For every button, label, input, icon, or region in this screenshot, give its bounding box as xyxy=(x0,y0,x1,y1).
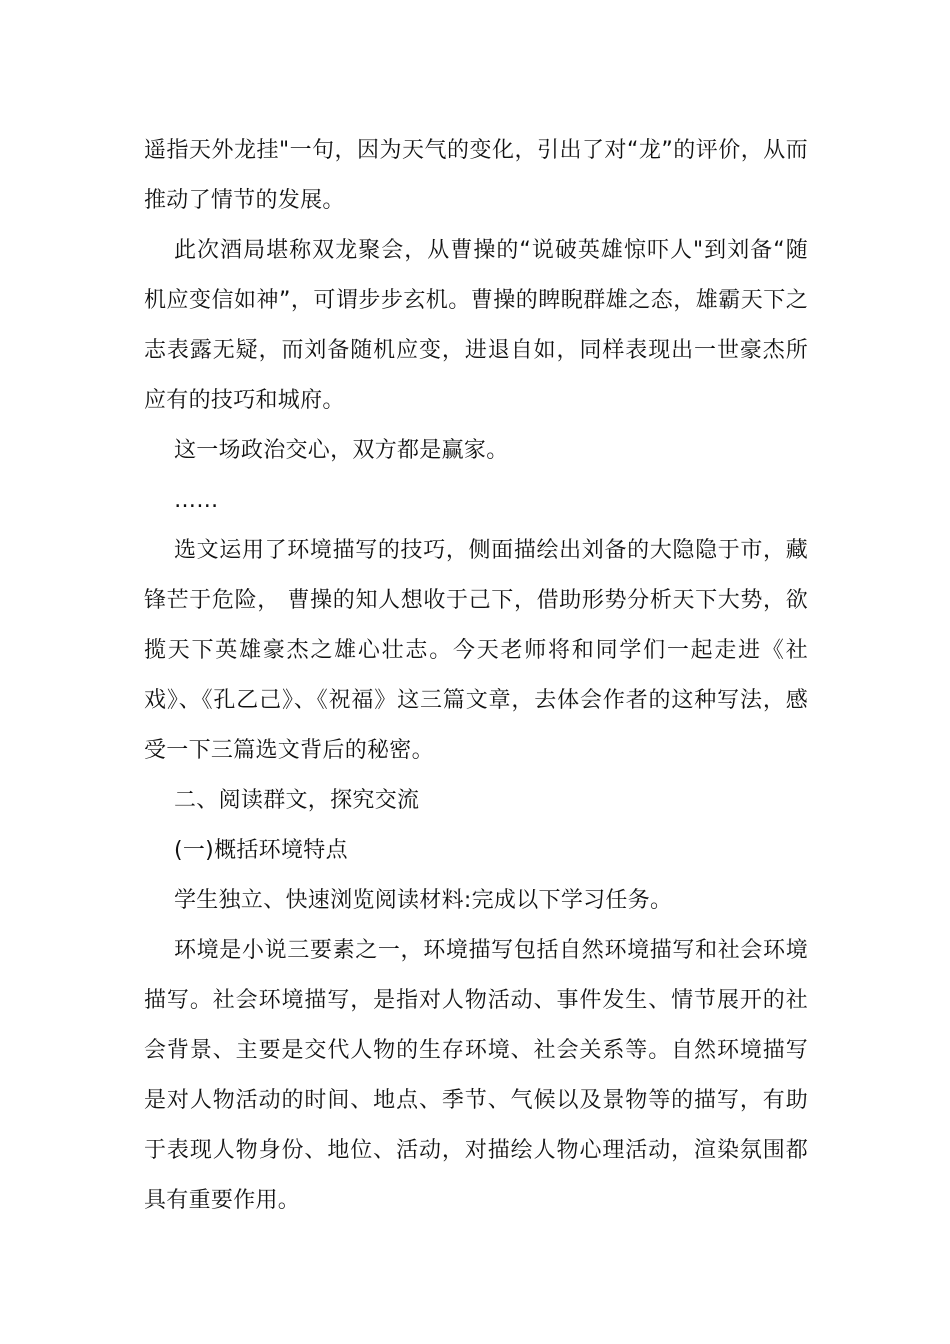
document-body xyxy=(144,126,808,1226)
paragraph-ellipsis: …… xyxy=(174,488,219,513)
paragraph-political-summary: 这一场政治交心，双方都是赢家。 xyxy=(174,438,509,463)
paragraph-continuation: 遥指天外龙挂"一句，因为天气的变化，引出了对“龙”的评价，从而推动了情节的发展。 xyxy=(144,138,808,213)
subsection-heading: (一)概括环境特点 xyxy=(174,838,348,863)
task-instruction: 学生独立、快速浏览阅读材料:完成以下学习任务。 xyxy=(174,888,673,913)
section-heading: 二、阅读群文，探究交流 xyxy=(174,788,420,813)
paragraph-banquet-analysis: 此次酒局堪称双龙聚会，从曹操的“说破英雄惊吓人"到刘备“随机应变信如神”，可谓步步玄机。曹操的睥睨群雄之态，雄霸天下之志表露无疑，而刘备随机应变，进退自如，同样表现出一世豪杰所应有的技巧和城府。 xyxy=(144,238,808,413)
paragraph-lesson-intro: 选文运用了环境描写的技巧，侧面描绘出刘备的大隐隐于市，藏锋芒于危险， 曹操的知人想收于己下，借助形势分析天下大势，欲揽天下英雄豪杰之雄心壮志。今天老师将和同学们一起走进《社戏》、《孔乙己》、《祝福》这三篇文章，去体会作者的这种写法，感受一下三篇选文背后的秘密。 xyxy=(144,538,808,763)
paragraph-environment-definition: 环境是小说三要素之一，环境描写包括自然环境描写和社会环境描写。社会环境描写，是指对人物活动、事件发生、情节展开的社会背景、主要是交代人物的生存环境、社会关系等。自然环境描写是对人物活动的时间、地点、季节、气候以及景物等的描写，有助于表现人物身份、地位、活动，对描绘人物心理活动，渲染氛围都具有重要作用。 xyxy=(144,938,808,1213)
